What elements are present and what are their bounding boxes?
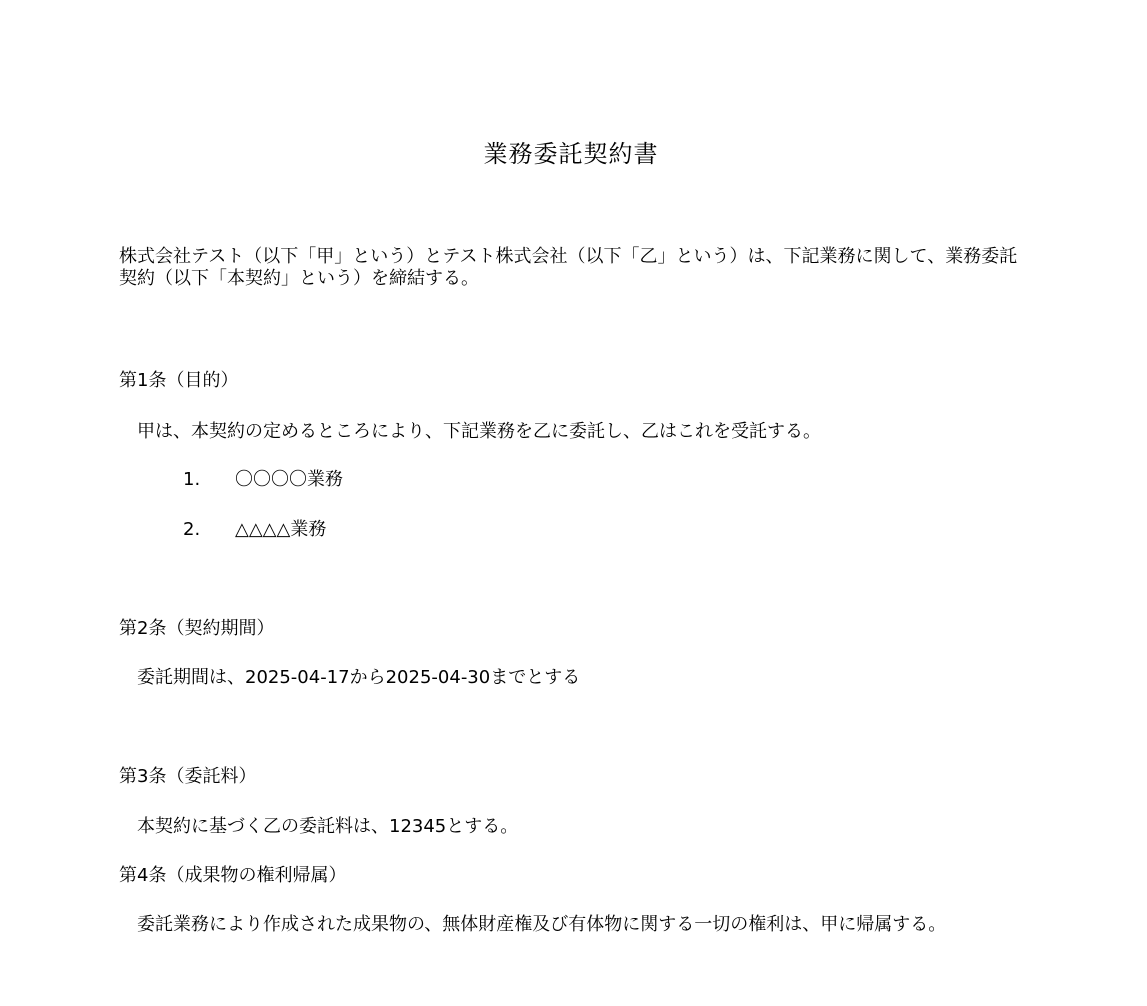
article-1-body: 甲は、本契約の定めるところにより、下記業務を乙に委託し、乙はこれを受託する。: [119, 421, 821, 442]
article-3-body: 本契約に基づく乙の委託料は、12345とする。: [119, 816, 519, 837]
list-item-number: 1.: [183, 469, 201, 490]
document-title: 業務委託契約書: [483, 140, 659, 168]
list-item-number: 2.: [183, 519, 201, 540]
article-1-heading: 第1条（目的）: [119, 370, 239, 391]
article-1-list-item-2: [183, 518, 326, 542]
article-4-body: 委託業務により作成された成果物の、無体財産権及び有体物に関する一切の権利は、甲に帰属する。: [119, 914, 947, 935]
list-item-text: 〇〇〇〇業務: [235, 469, 343, 490]
article-2-body: 委託期間は、2025-04-17から2025-04-30までとする: [119, 667, 581, 688]
article-3-heading: 第3条（委託料）: [119, 766, 257, 787]
article-1-list-item-1: [183, 468, 343, 492]
article-2-heading: 第2条（契約期間）: [119, 618, 275, 639]
intro-paragraph: 株式会社テスト（以下「甲」という）とテスト株式会社（以下「乙」という）は、下記業務に関して、業務委託契約（以下「本契約」という）を締結する。: [119, 246, 1018, 289]
list-item-text: △△△△業務: [235, 519, 327, 540]
article-4-heading: 第4条（成果物の権利帰属）: [119, 865, 347, 886]
